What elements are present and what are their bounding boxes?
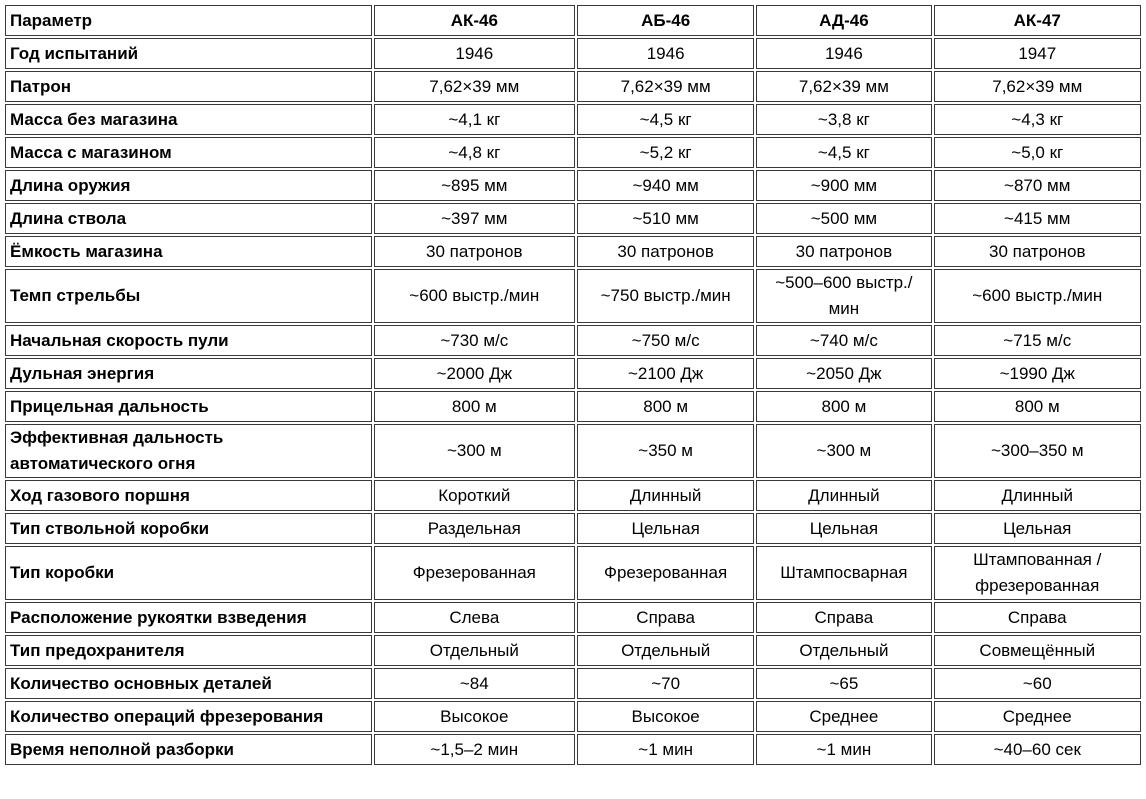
table-row: [5, 325, 1141, 356]
table-cell: ~895 мм: [374, 170, 575, 201]
table-cell: ~4,5 кг: [577, 104, 754, 135]
table-cell: ~750 м/с: [577, 325, 754, 356]
header-cell-parameter: Параметр: [5, 5, 372, 36]
table-cell: Высокое: [374, 701, 575, 732]
table-row: [5, 358, 1141, 389]
table-cell: ~1 мин: [577, 734, 754, 765]
table-cell: 800 м: [577, 391, 754, 422]
row-label: Длина оружия: [5, 170, 372, 201]
table-cell: ~715 м/с: [934, 325, 1142, 356]
table-cell: Высокое: [577, 701, 754, 732]
table-cell: ~600 выстр./мин: [374, 269, 575, 323]
row-label: Патрон: [5, 71, 372, 102]
table-cell: Раздельная: [374, 513, 575, 544]
table-cell: ~40–60 сек: [934, 734, 1142, 765]
table-cell: Отдельный: [577, 635, 754, 666]
table-cell: Фрезерованная: [577, 546, 754, 600]
header-row: [5, 5, 1141, 36]
table-cell: ~84: [374, 668, 575, 699]
table-cell: ~4,1 кг: [374, 104, 575, 135]
row-label: Расположение рукоятки взведения: [5, 602, 372, 633]
row-label: Ёмкость магазина: [5, 236, 372, 267]
table-cell: Фрезерованная: [374, 546, 575, 600]
table-cell: 1947: [934, 38, 1142, 69]
row-label: Дульная энергия: [5, 358, 372, 389]
header-cell-ab46: АБ-46: [577, 5, 754, 36]
table-cell: Справа: [934, 602, 1142, 633]
row-label: Темп стрельбы: [5, 269, 372, 323]
table-cell: ~2050 Дж: [756, 358, 931, 389]
table-cell: ~5,0 кг: [934, 137, 1142, 168]
table-cell: ~350 м: [577, 424, 754, 478]
table-row: [5, 104, 1141, 135]
table-cell: 800 м: [374, 391, 575, 422]
table-cell: 1946: [374, 38, 575, 69]
row-label: Длина ствола: [5, 203, 372, 234]
table-cell: Справа: [577, 602, 754, 633]
row-label: Время неполной разборки: [5, 734, 372, 765]
header-cell-ak47: АК-47: [934, 5, 1142, 36]
table-cell: 30 патронов: [374, 236, 575, 267]
table-cell: Среднее: [756, 701, 931, 732]
table-cell: Цельная: [756, 513, 931, 544]
comparison-table: [3, 3, 1143, 767]
table-cell: ~940 мм: [577, 170, 754, 201]
row-label: Начальная скорость пули: [5, 325, 372, 356]
table-cell: ~300 м: [374, 424, 575, 478]
table-cell: ~1990 Дж: [934, 358, 1142, 389]
row-label: Эффективная дальность автоматического огня: [5, 424, 372, 478]
table-row: [5, 424, 1141, 478]
table-cell: ~900 мм: [756, 170, 931, 201]
table-cell: ~300–350 м: [934, 424, 1142, 478]
table-cell: ~3,8 кг: [756, 104, 931, 135]
table-cell: ~4,5 кг: [756, 137, 931, 168]
table-cell: 7,62×39 мм: [934, 71, 1142, 102]
table-cell: ~60: [934, 668, 1142, 699]
table-cell: ~4,3 кг: [934, 104, 1142, 135]
table-cell: Совмещённый: [934, 635, 1142, 666]
table-cell: Отдельный: [374, 635, 575, 666]
row-label: Масса с магазином: [5, 137, 372, 168]
table-cell: 800 м: [934, 391, 1142, 422]
table-cell: ~500–600 выстр./мин: [756, 269, 931, 323]
table-cell: Цельная: [577, 513, 754, 544]
table-cell: Штампованная / фрезерованная: [934, 546, 1142, 600]
table-row: [5, 137, 1141, 168]
table-cell: 30 патронов: [577, 236, 754, 267]
table-cell: 30 патронов: [756, 236, 931, 267]
table-cell: ~730 м/с: [374, 325, 575, 356]
table-row: [5, 38, 1141, 69]
table-row: [5, 391, 1141, 422]
row-label: Масса без магазина: [5, 104, 372, 135]
row-label: Тип коробки: [5, 546, 372, 600]
table-row: [5, 480, 1141, 511]
table-cell: Длинный: [577, 480, 754, 511]
table-cell: ~600 выстр./мин: [934, 269, 1142, 323]
table-cell: ~65: [756, 668, 931, 699]
table-cell: Справа: [756, 602, 931, 633]
table-cell: ~1 мин: [756, 734, 931, 765]
table-cell: ~5,2 кг: [577, 137, 754, 168]
table-row: [5, 71, 1141, 102]
table-cell: 1946: [577, 38, 754, 69]
table-cell: ~397 мм: [374, 203, 575, 234]
table-cell: Длинный: [756, 480, 931, 511]
table-row: [5, 203, 1141, 234]
table-cell: ~870 мм: [934, 170, 1142, 201]
table-row: [5, 546, 1141, 600]
table-cell: ~740 м/с: [756, 325, 931, 356]
table-row: [5, 236, 1141, 267]
table-cell: ~4,8 кг: [374, 137, 575, 168]
row-label: Тип ствольной коробки: [5, 513, 372, 544]
table-cell: ~300 м: [756, 424, 931, 478]
table-row: [5, 734, 1141, 765]
header-cell-ak46: АК-46: [374, 5, 575, 36]
table-cell: 7,62×39 мм: [374, 71, 575, 102]
row-label: Год испытаний: [5, 38, 372, 69]
table-cell: Цельная: [934, 513, 1142, 544]
row-label: Тип предохранителя: [5, 635, 372, 666]
row-label: Количество операций фрезерования: [5, 701, 372, 732]
table-cell: ~2000 Дж: [374, 358, 575, 389]
table-cell: 7,62×39 мм: [577, 71, 754, 102]
table-cell: ~70: [577, 668, 754, 699]
table-cell: 800 м: [756, 391, 931, 422]
table-row: [5, 635, 1141, 666]
table-cell: Штампосварная: [756, 546, 931, 600]
row-label: Прицельная дальность: [5, 391, 372, 422]
table-row: [5, 513, 1141, 544]
table-row: [5, 701, 1141, 732]
table-cell: Длинный: [934, 480, 1142, 511]
table-row: [5, 170, 1141, 201]
table-cell: ~500 мм: [756, 203, 931, 234]
table-row: [5, 602, 1141, 633]
header-cell-ad46: АД-46: [756, 5, 931, 36]
table-row: [5, 269, 1141, 323]
table-cell: ~750 выстр./мин: [577, 269, 754, 323]
table-cell: Отдельный: [756, 635, 931, 666]
table-cell: Среднее: [934, 701, 1142, 732]
table-cell: ~415 мм: [934, 203, 1142, 234]
table-row: [5, 668, 1141, 699]
table-cell: 30 патронов: [934, 236, 1142, 267]
table-cell: 1946: [756, 38, 931, 69]
row-label: Количество основных деталей: [5, 668, 372, 699]
table-cell: ~510 мм: [577, 203, 754, 234]
table-cell: 7,62×39 мм: [756, 71, 931, 102]
table-cell: Слева: [374, 602, 575, 633]
table-cell: ~2100 Дж: [577, 358, 754, 389]
row-label: Ход газового поршня: [5, 480, 372, 511]
table-cell: Короткий: [374, 480, 575, 511]
table-cell: ~1,5–2 мин: [374, 734, 575, 765]
